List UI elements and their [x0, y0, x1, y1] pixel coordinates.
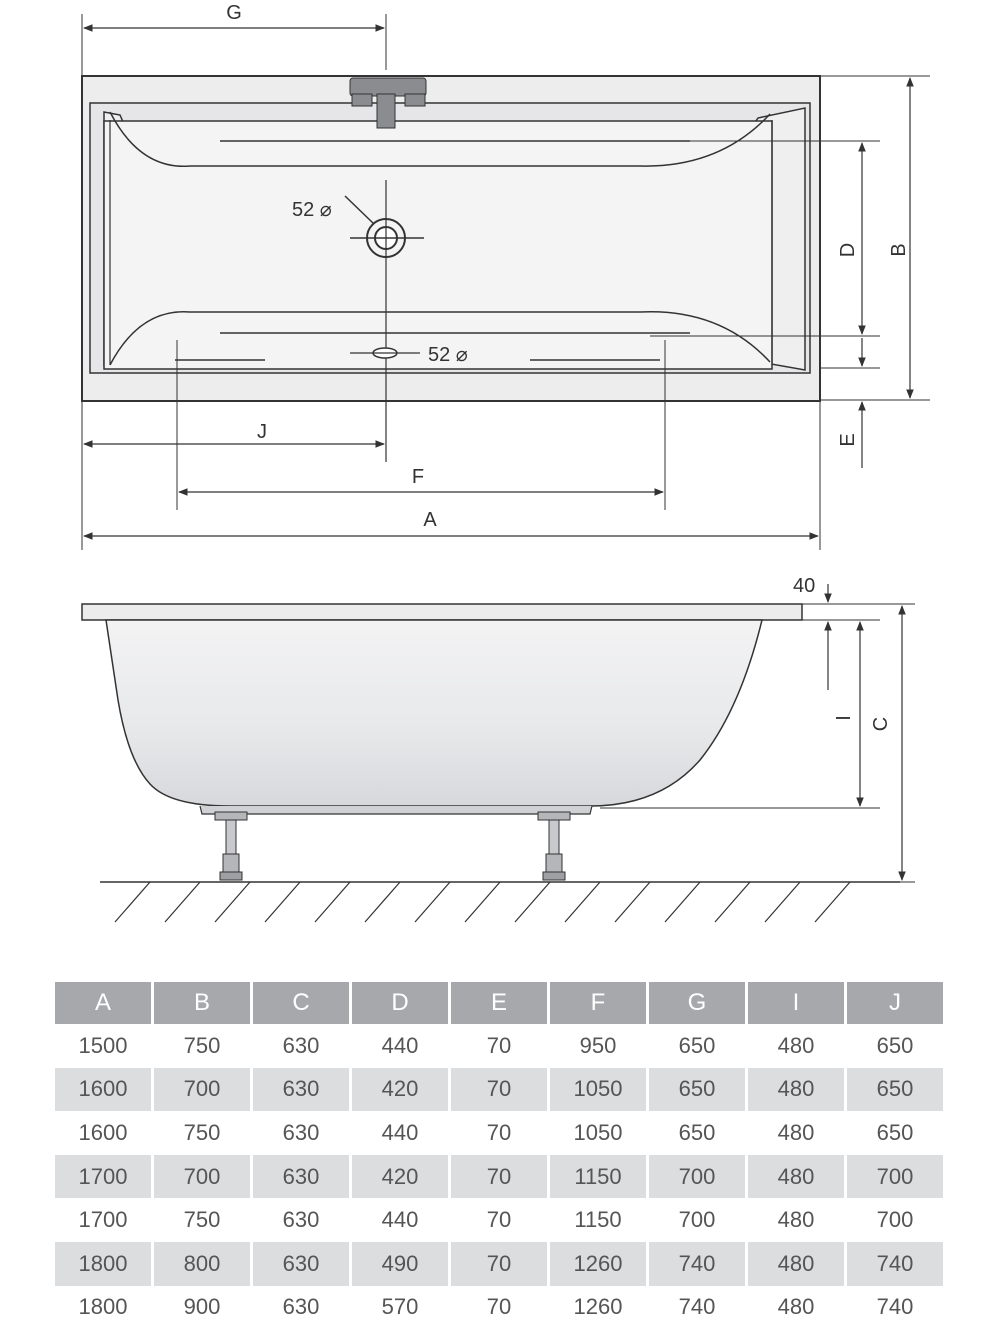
header-j: J	[847, 982, 943, 1024]
table-cell: 650	[847, 1024, 943, 1068]
header-f: F	[550, 982, 646, 1024]
table-cell: 1800	[55, 1242, 151, 1286]
table-cell: 440	[352, 1111, 448, 1155]
table-cell: 750	[154, 1111, 250, 1155]
table-cell: 630	[253, 1024, 349, 1068]
table-cell: 1500	[55, 1024, 151, 1068]
table-cell: 480	[748, 1198, 844, 1242]
side-view	[82, 584, 915, 922]
table-header-row	[55, 982, 943, 1024]
header-d: D	[352, 982, 448, 1024]
table-cell: 420	[352, 1068, 448, 1112]
table-cell: 480	[748, 1111, 844, 1155]
table-cell: 1800	[55, 1286, 151, 1330]
table-cell: 70	[451, 1242, 547, 1286]
table-cell: 70	[451, 1198, 547, 1242]
tub-rim-side	[82, 604, 802, 620]
table-cell: 1050	[550, 1068, 646, 1112]
tub-bottom-base	[200, 806, 592, 814]
table-row	[55, 1242, 943, 1286]
table-cell: 900	[154, 1286, 250, 1330]
table-row	[55, 1111, 943, 1155]
table-cell: 1600	[55, 1068, 151, 1112]
table-cell: 480	[748, 1286, 844, 1330]
table-cell: 70	[451, 1068, 547, 1112]
overflow-diameter-label: 52 ⌀	[428, 344, 468, 366]
table-cell: 480	[748, 1068, 844, 1112]
header-a: A	[55, 982, 151, 1024]
table-row	[55, 1286, 943, 1330]
table-cell: 1150	[550, 1198, 646, 1242]
table-cell: 630	[253, 1068, 349, 1112]
table-cell: 1050	[550, 1111, 646, 1155]
table-cell: 700	[154, 1155, 250, 1199]
label-j: J	[257, 421, 267, 443]
floor-hatching	[115, 882, 850, 922]
table-cell: 750	[154, 1198, 250, 1242]
table-cell: 740	[847, 1242, 943, 1286]
table-cell: 650	[847, 1068, 943, 1112]
table-cell: 950	[550, 1024, 646, 1068]
table-cell: 650	[847, 1111, 943, 1155]
table-cell: 700	[847, 1155, 943, 1199]
table-cell: 700	[649, 1198, 745, 1242]
label-i: I	[833, 715, 855, 721]
header-b: B	[154, 982, 250, 1024]
table-cell: 1700	[55, 1198, 151, 1242]
table-cell: 1150	[550, 1155, 646, 1199]
label-b: B	[888, 243, 910, 257]
table-cell: 650	[649, 1111, 745, 1155]
label-a: A	[423, 509, 437, 531]
drain-diameter-label: 52 ⌀	[292, 199, 332, 221]
table-cell: 630	[253, 1286, 349, 1330]
table-row	[55, 1155, 943, 1199]
table-cell: 1600	[55, 1111, 151, 1155]
table-cell: 650	[649, 1024, 745, 1068]
table-cell: 630	[253, 1155, 349, 1199]
top-view	[82, 14, 930, 550]
table-cell: 440	[352, 1024, 448, 1068]
table-row	[55, 1068, 943, 1112]
table-cell: 440	[352, 1198, 448, 1242]
table-cell: 650	[649, 1068, 745, 1112]
tub-inner-wall	[104, 121, 772, 369]
table-cell: 70	[451, 1155, 547, 1199]
label-c: C	[870, 716, 892, 732]
table-row	[55, 1198, 943, 1242]
table-cell: 480	[748, 1024, 844, 1068]
table-cell: 740	[649, 1242, 745, 1286]
label-d: D	[837, 242, 859, 258]
label-rim-thickness: 40	[793, 575, 816, 597]
header-c: C	[253, 982, 349, 1024]
table-cell: 70	[451, 1111, 547, 1155]
table-cell: 570	[352, 1286, 448, 1330]
label-g: G	[226, 2, 242, 24]
header-e: E	[451, 982, 547, 1024]
table-cell: 490	[352, 1242, 448, 1286]
table-cell: 740	[649, 1286, 745, 1330]
header-g: G	[649, 982, 745, 1024]
table-cell: 480	[748, 1155, 844, 1199]
leg-right-icon	[538, 812, 570, 880]
table-cell: 740	[847, 1286, 943, 1330]
table-cell: 700	[649, 1155, 745, 1199]
table-cell: 1260	[550, 1286, 646, 1330]
table-cell: 630	[253, 1242, 349, 1286]
label-e: E	[837, 433, 859, 447]
table-cell: 70	[451, 1286, 547, 1330]
table-row	[55, 1024, 943, 1068]
tub-body-side	[106, 620, 762, 806]
label-f: F	[411, 466, 425, 488]
header-i: I	[748, 982, 844, 1024]
table-cell: 630	[253, 1198, 349, 1242]
table-cell: 630	[253, 1111, 349, 1155]
table-cell: 1260	[550, 1242, 646, 1286]
leg-left-icon	[215, 812, 247, 880]
table-cell: 800	[154, 1242, 250, 1286]
table-cell: 750	[154, 1024, 250, 1068]
table-cell: 70	[451, 1024, 547, 1068]
table-cell: 700	[154, 1068, 250, 1112]
table-cell: 1700	[55, 1155, 151, 1199]
dimensions-table	[52, 982, 946, 1329]
table-cell: 480	[748, 1242, 844, 1286]
table-cell: 420	[352, 1155, 448, 1199]
table-cell: 700	[847, 1198, 943, 1242]
